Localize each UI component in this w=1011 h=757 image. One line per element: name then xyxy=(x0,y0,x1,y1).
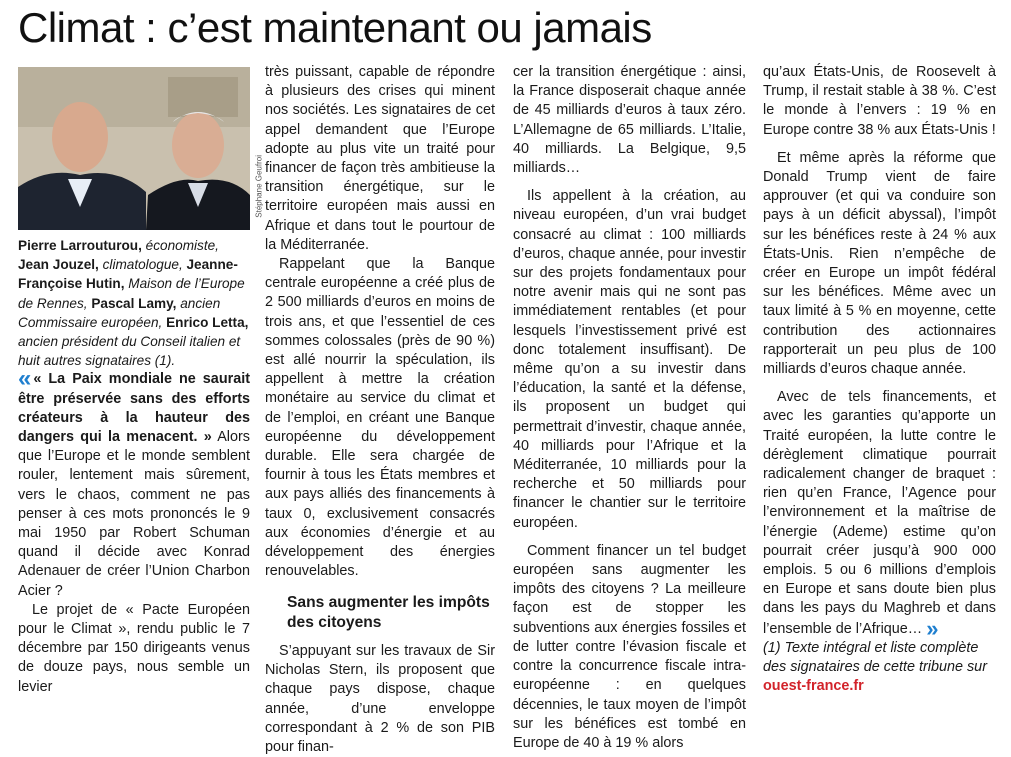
column-1 xyxy=(18,63,264,697)
paragraph: Comment financer un tel budget européen sans augmenter les impôts des citoyens ? La meilleure façon est de stopper les subventions aux énergies fossiles et de lutter contre l’évasion fiscale et contre la concurrence fiscale intra-européenne : en quelques décennies, le taux moyen de l’impôt sur les bénéfices est tombé en Europe de 40 à 19 % alors xyxy=(513,542,746,751)
caption-name: Pierre Larrouturou, xyxy=(18,238,142,253)
photo-credit: Stéphane Geufroi xyxy=(255,155,264,218)
caption-role: ancien Commissaire européen, xyxy=(18,295,221,330)
lead-quote: « La Paix mondiale ne saurait être préservée sans des efforts créateurs à la hauteur des dangers qui la menacent. » xyxy=(18,371,250,446)
caption-role: climatologue, xyxy=(98,257,183,273)
footnote-text: (1) Texte intégral et liste complète des signataires de cette tribune sur xyxy=(763,639,987,676)
paragraph: Ils appellent à la création, au niveau européen, d’un vrai budget consacré au climat : 100 milliards d’euros, chaque année, pour investir sur des projets fondamentaux pour notre avenir mais qui ne sont pas immédiatement rentables (et pour lesquels l’investissement privé est donc totalement insuffisant). De même qu’on a su investir dans l’éducation, la santé et la défense, ils proposent un budget qui permettrait d’investir, chaque année, 40 milliards pour l’Afrique et la Méditerranée, 10 milliards pour la recherche et 50 milliards pour financer le chantier sur le territoire européen. xyxy=(513,188,746,531)
lead-paragraph xyxy=(18,365,250,600)
paragraph: très puissant, capable de répondre à plusieurs des crises qui minent nos sociétés. Les signataires de cet appel demandent que l’Europe adopte au plus vite un traité pour financer de façon très ambitieuse la transition énergétique, sur le territoire européen mais aussi en Afrique et dans tout le pourtour de la Méditerranée. xyxy=(265,64,495,253)
paragraph: Rappelant que la Banque centrale européenne a créé plus de 2 500 milliards d’euros en moins de trois ans, et que l’essentiel de ces sommes colossales (près de 90 %) est allé nourrir la spéculation, ils appellent à mettre la création monétaire au service du climat et de l’emploi, en créant une Banque européenne du développement durable. Elle sera chargée de fournir à tous les États membres et aux pays alliés des financements à taux 0, exclusivement consacrés aux économies d’énergie et au développement des énergies renouvelables. xyxy=(265,256,495,580)
paragraph: Et même après la réforme que Donald Trump vient de faire approuver (et qui va conduire son pays à un déficit abyssal), l’impôt sur les bénéfices reste à 24 % aux États-Unis. Rien n’empêche de créer en Europe un impôt fédéral sur les bénéfices. Même avec un taux limité à 5 % en moyenne, cette contribution des actionnaires rapporterait un peu plus de 100 milliards d’euros chaque année. xyxy=(763,149,996,378)
paragraph xyxy=(763,388,996,639)
footnote xyxy=(763,639,996,697)
column-4 xyxy=(763,63,996,697)
caption-role: ancien président du Conseil italien et huit autres signataires (1). xyxy=(18,334,241,369)
paragraph: cer la transition énergétique : ainsi, la France disposerait chaque année de 45 milliards d’euros à taux zéro. L’Allemagne de 65 milliards. L’Italie, 40 milliards. La Belgique, 9,5 milliards… xyxy=(513,64,746,177)
photo-caption xyxy=(18,236,250,370)
quote-mark-icon: « xyxy=(18,365,28,393)
caption-name: Jeanne-Françoise Hutin, xyxy=(18,257,238,292)
column-2 xyxy=(265,63,495,757)
paragraph: qu’aux États-Unis, de Roosevelt à Trump, il restait stable à 38 %. C’est le monde à l’envers : 19 % en Europe contre 38 % aux États-Unis ! xyxy=(763,64,996,138)
column-3 xyxy=(513,63,746,753)
continue-arrow-icon: » xyxy=(926,615,935,641)
paragraph: Le projet de « Pacte Européen pour le Climat », rendu public le 7 décembre par 150 dirigeants venus de douze pays, nous semble un levier xyxy=(18,601,250,695)
website-link[interactable]: ouest-france.fr xyxy=(763,678,864,695)
caption-role: Maison de l’Europe de Rennes, xyxy=(18,276,245,311)
caption-name: Pascal Lamy, xyxy=(91,295,177,311)
caption-name: Enrico Letta, xyxy=(166,314,249,330)
paragraph: S’appuyant sur les travaux de Sir Nicholas Stern, ils proposent que chaque pays dispose, chaque année, d’une enveloppe correspondant à 2 % de son PIB pour finan- xyxy=(265,642,495,755)
caption-name: Jean Jouzel, xyxy=(18,257,99,273)
lead-text: Alors que l’Europe et le monde semblent rouler, lentement mais sûrement, vers le chaos, comment ne pas penser à ces mots prononcés le 9 mai 1950 par Robert Schuman quand il décide avec Konrad Adenauer de créer l’Union Charbon Acier ? xyxy=(18,429,250,599)
photo-image xyxy=(18,67,250,230)
article-title: Climat : c’est maintenant ou jamais xyxy=(18,4,652,51)
section-subheading: Sans augmenter les impôts des citoyens xyxy=(287,594,490,631)
caption-role: économiste, xyxy=(141,238,219,253)
signatories-photo xyxy=(18,67,264,230)
paragraph-text: Avec de tels financements, et avec les garanties qu’apporte un Traité européen, la lutte contre le dérèglement climatique pourrait radicalement changer de braquet : rien qu’en France, l’Agence pour l’environnement et la maîtrise de l’énergie (Ademe) estime qu’on pourrait créer jusqu’à 900 000 emplois. 5 ou 6 millions d’emplois en Europe et sans doute bien plus dans les pays du Maghreb et dans l’ensemble de l’Afrique… xyxy=(763,389,996,637)
